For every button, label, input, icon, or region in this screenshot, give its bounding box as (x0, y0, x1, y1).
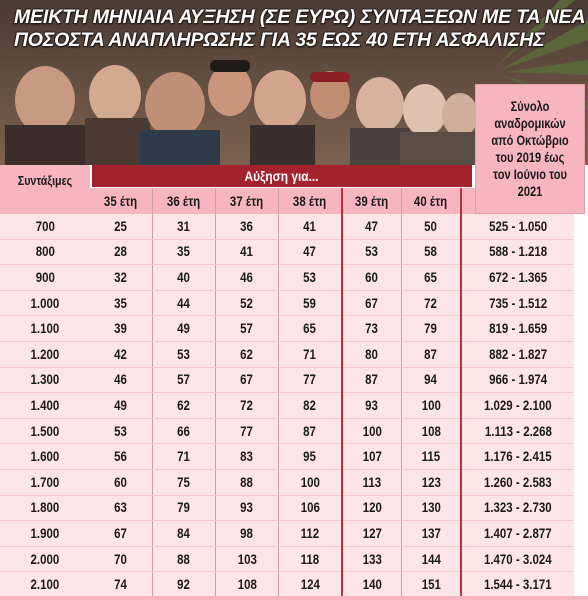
retro-value: 1.407 - 2.877 (484, 525, 552, 541)
increase-cell (279, 469, 343, 495)
increase-value: 133 (362, 551, 382, 567)
increase-value: 113 (362, 474, 382, 490)
increase-value: 46 (240, 269, 254, 285)
increase-value: 41 (303, 218, 317, 234)
increase-value: 120 (362, 500, 382, 516)
increase-cell (402, 444, 462, 470)
increase-value: 137 (421, 525, 441, 541)
retroactive-header-text: Σύνολο αναδρομικών από Οκτώβριο του 2019 έως τον Ιούνιο του 2021 (491, 99, 569, 199)
increase-cell (402, 341, 462, 367)
pension-value: 1.000 (30, 295, 60, 311)
increase-value: 40 (177, 269, 191, 285)
increase-value: 56 (114, 449, 128, 465)
increase-cell (90, 367, 153, 393)
increase-cell (216, 418, 279, 444)
increase-value: 59 (303, 295, 317, 311)
retro-cell (461, 367, 574, 393)
increase-header (92, 165, 472, 187)
increase-value: 77 (240, 423, 254, 439)
increase-cell (342, 521, 402, 547)
increase-value: 62 (177, 397, 191, 413)
increase-cell (153, 316, 216, 342)
pension-cell (0, 239, 90, 265)
increase-cell (342, 290, 402, 316)
increase-cell (279, 367, 343, 393)
pension-cell (0, 265, 90, 291)
increase-cell (216, 239, 279, 265)
pension-cell (0, 316, 90, 342)
increase-cell (342, 239, 402, 265)
table-body (0, 214, 574, 597)
increase-value: 35 (114, 295, 128, 311)
table-row (0, 367, 574, 393)
increase-value: 118 (300, 551, 320, 567)
increase-value: 98 (240, 525, 254, 541)
increase-value: 75 (177, 474, 191, 490)
retro-cell (461, 546, 574, 572)
pension-value: 1.700 (30, 474, 60, 490)
increase-value: 67 (365, 295, 379, 311)
col-header-39-label: 39 έτη (355, 193, 389, 209)
increase-value: 87 (424, 346, 438, 362)
increase-cell (216, 265, 279, 291)
pension-cell (0, 393, 90, 419)
bottom-border (0, 596, 588, 600)
increase-value: 49 (114, 397, 128, 413)
increase-value: 130 (421, 500, 441, 516)
retro-cell (461, 239, 574, 265)
pension-value: 2.000 (30, 551, 60, 567)
pension-value: 800 (35, 244, 55, 260)
increase-cell (279, 495, 343, 521)
increase-value: 71 (303, 346, 317, 362)
increase-value: 71 (177, 449, 191, 465)
increase-value: 100 (300, 474, 320, 490)
increase-cell (342, 367, 402, 393)
table-row (0, 341, 574, 367)
increase-cell (90, 546, 153, 572)
increase-cell (90, 214, 153, 239)
increase-cell (279, 521, 343, 547)
increase-cell (279, 393, 343, 419)
increase-value: 63 (114, 500, 128, 516)
increase-value: 144 (421, 551, 441, 567)
increase-value: 79 (424, 321, 438, 337)
increase-cell (342, 418, 402, 444)
increase-value: 57 (177, 372, 191, 388)
increase-value: 31 (177, 218, 191, 234)
retro-cell (461, 444, 574, 470)
pension-cell (0, 367, 90, 393)
increase-value: 41 (240, 244, 254, 260)
retro-cell (461, 418, 574, 444)
increase-value: 93 (365, 397, 379, 413)
increase-cell (153, 290, 216, 316)
increase-value: 140 (362, 577, 382, 593)
pension-value: 1.100 (30, 321, 60, 337)
increase-cell (153, 495, 216, 521)
increase-cell (402, 469, 462, 495)
increase-cell (216, 495, 279, 521)
pension-cell (0, 521, 90, 547)
retro-cell (461, 495, 574, 521)
col-header-37 (216, 188, 279, 214)
table-row (0, 418, 574, 444)
increase-value: 67 (240, 372, 254, 388)
increase-value: 87 (303, 423, 317, 439)
increase-cell (90, 265, 153, 291)
increase-cell (90, 290, 153, 316)
table-row (0, 546, 574, 572)
table-row (0, 495, 574, 521)
retro-value: 1.470 - 3.024 (484, 551, 552, 567)
increase-value: 88 (177, 551, 191, 567)
pension-cell (0, 214, 90, 239)
increase-value: 36 (240, 218, 254, 234)
increase-value: 50 (424, 218, 438, 234)
increase-cell (279, 239, 343, 265)
increase-value: 82 (303, 397, 317, 413)
increase-cell (216, 214, 279, 239)
increase-value: 52 (240, 295, 254, 311)
increase-cell (279, 572, 343, 598)
table-row (0, 393, 574, 419)
increase-value: 58 (424, 244, 438, 260)
increase-cell (216, 316, 279, 342)
col-header-35-label: 35 έτη (104, 193, 138, 209)
retro-value: 1.113 - 2.268 (484, 423, 552, 439)
increase-value: 62 (240, 346, 254, 362)
retro-cell (461, 393, 574, 419)
retro-value: 1.544 - 3.171 (484, 577, 552, 593)
increase-value: 60 (114, 474, 128, 490)
retro-value: 1.176 - 2.415 (484, 449, 552, 465)
increase-value: 53 (177, 346, 191, 362)
increase-cell (402, 239, 462, 265)
increase-value: 67 (114, 525, 128, 541)
table-row (0, 469, 574, 495)
increase-cell (402, 521, 462, 547)
pension-value: 1.200 (30, 346, 60, 362)
increase-cell (402, 316, 462, 342)
increase-cell (153, 418, 216, 444)
pension-table (0, 188, 574, 598)
increase-cell (153, 546, 216, 572)
retro-value: 1.029 - 2.100 (484, 397, 552, 413)
increase-cell (279, 290, 343, 316)
increase-cell (153, 341, 216, 367)
col-header-40-label: 40 έτη (414, 193, 448, 209)
increase-cell (402, 572, 462, 598)
increase-cell (342, 495, 402, 521)
increase-cell (279, 418, 343, 444)
increase-cell (216, 572, 279, 598)
increase-value: 103 (237, 551, 257, 567)
headline-line-1: ΜΕΙΚΤΗ ΜΗΝΙΑΙΑ ΑΥΞΗΣΗ (ΣΕ ΕΥΡΩ) ΣΥΝΤΑΞΕΩΝ ΜΕ ΤΑ ΝΕΑ (14, 6, 586, 28)
increase-cell (90, 495, 153, 521)
increase-cell (90, 469, 153, 495)
increase-value: 83 (240, 449, 254, 465)
increase-value: 66 (177, 423, 191, 439)
increase-cell (153, 367, 216, 393)
increase-cell (402, 367, 462, 393)
increase-cell (153, 393, 216, 419)
increase-value: 47 (365, 218, 379, 234)
pension-value: 2.100 (30, 577, 60, 593)
increase-cell (153, 469, 216, 495)
increase-value: 79 (177, 500, 191, 516)
increase-cell (342, 572, 402, 598)
increase-cell (216, 290, 279, 316)
pension-value: 700 (35, 218, 55, 234)
pension-header-text: Συντάξιμες (17, 173, 73, 188)
increase-value: 32 (114, 269, 128, 285)
increase-cell (402, 495, 462, 521)
increase-cell (402, 546, 462, 572)
retro-value: 1.323 - 2.730 (484, 500, 552, 516)
increase-cell (342, 214, 402, 239)
retro-value: 819 - 1.659 (488, 321, 548, 337)
increase-value: 95 (303, 449, 317, 465)
increase-cell (402, 214, 462, 239)
increase-cell (216, 521, 279, 547)
increase-cell (279, 341, 343, 367)
increase-cell (279, 214, 343, 239)
pension-value: 1.600 (30, 449, 60, 465)
pension-cell (0, 546, 90, 572)
increase-value: 72 (424, 295, 438, 311)
increase-cell (90, 418, 153, 444)
pension-cell (0, 418, 90, 444)
increase-cell (342, 341, 402, 367)
increase-value: 72 (240, 397, 254, 413)
increase-cell (216, 367, 279, 393)
increase-value: 65 (303, 321, 317, 337)
increase-value: 94 (424, 372, 438, 388)
increase-cell (342, 316, 402, 342)
increase-cell (153, 214, 216, 239)
increase-cell (216, 469, 279, 495)
table-row (0, 316, 574, 342)
retro-cell (461, 572, 574, 598)
increase-cell (90, 341, 153, 367)
retroactive-header (475, 84, 585, 214)
col-header-39 (342, 188, 402, 214)
increase-value: 70 (114, 551, 128, 567)
table-row (0, 444, 574, 470)
increase-cell (402, 393, 462, 419)
pension-cell (0, 290, 90, 316)
increase-header-text: Αύξηση για... (245, 168, 319, 184)
increase-value: 46 (114, 372, 128, 388)
increase-value: 108 (421, 423, 441, 439)
increase-value: 92 (177, 577, 191, 593)
increase-cell (216, 341, 279, 367)
increase-value: 93 (240, 500, 254, 516)
increase-value: 35 (177, 244, 191, 260)
increase-cell (216, 546, 279, 572)
increase-value: 25 (114, 218, 128, 234)
increase-value: 44 (177, 295, 191, 311)
pension-cell (0, 572, 90, 598)
retro-cell (461, 265, 574, 291)
col-header-36 (153, 188, 216, 214)
headline-line-2: ΠΟΣΟΣΤΑ ΑΝΑΠΛΗΡΩΣΗΣ ΓΙΑ 35 ΕΩΣ 40 ΕΤΗ ΑΣΦΑΛΙΣΗΣ (14, 29, 545, 51)
increase-value: 28 (114, 244, 128, 260)
table-row (0, 521, 574, 547)
increase-cell (153, 265, 216, 291)
increase-value: 124 (300, 577, 320, 593)
increase-cell (90, 239, 153, 265)
increase-cell (90, 444, 153, 470)
increase-value: 123 (421, 474, 441, 490)
increase-value: 107 (362, 449, 382, 465)
header-spacer (0, 188, 90, 214)
increase-value: 73 (365, 321, 379, 337)
table-row (0, 239, 574, 265)
increase-value: 53 (365, 244, 379, 260)
retro-value: 1.260 - 2.583 (484, 474, 552, 490)
increase-cell (342, 444, 402, 470)
increase-value: 77 (303, 372, 317, 388)
retro-value: 525 - 1.050 (488, 218, 548, 234)
increase-value: 57 (240, 321, 254, 337)
increase-cell (279, 546, 343, 572)
pension-value: 1.900 (30, 525, 60, 541)
increase-value: 53 (303, 269, 317, 285)
increase-value: 47 (303, 244, 317, 260)
increase-cell (90, 521, 153, 547)
retro-value: 735 - 1.512 (488, 295, 548, 311)
table-row (0, 290, 574, 316)
col-header-38 (279, 188, 343, 214)
increase-value: 65 (424, 269, 438, 285)
increase-value: 115 (421, 449, 441, 465)
increase-cell (90, 393, 153, 419)
pension-value: 1.400 (30, 397, 60, 413)
increase-cell (153, 572, 216, 598)
increase-value: 74 (114, 577, 128, 593)
increase-value: 106 (300, 500, 320, 516)
pension-value: 1.800 (30, 500, 60, 516)
pension-value: 1.500 (30, 423, 60, 439)
increase-value: 39 (114, 321, 128, 337)
increase-cell (279, 265, 343, 291)
increase-value: 108 (237, 577, 257, 593)
pension-cell (0, 341, 90, 367)
increase-cell (153, 521, 216, 547)
retro-value: 966 - 1.974 (488, 372, 548, 388)
retro-value: 672 - 1.365 (488, 269, 548, 285)
increase-cell (402, 265, 462, 291)
increase-value: 88 (240, 474, 254, 490)
retro-cell (461, 521, 574, 547)
retro-cell (461, 341, 574, 367)
increase-cell (90, 316, 153, 342)
increase-value: 84 (177, 525, 191, 541)
pension-value: 900 (35, 269, 55, 285)
increase-value: 49 (177, 321, 191, 337)
increase-value: 42 (114, 346, 128, 362)
retro-value: 588 - 1.218 (488, 244, 548, 260)
increase-cell (216, 444, 279, 470)
pension-cell (0, 444, 90, 470)
increase-value: 127 (362, 525, 382, 541)
increase-cell (342, 265, 402, 291)
increase-cell (342, 546, 402, 572)
increase-cell (90, 572, 153, 598)
retro-value: 882 - 1.827 (488, 346, 548, 362)
increase-value: 151 (421, 577, 441, 593)
increase-value: 53 (114, 423, 128, 439)
increase-cell (153, 239, 216, 265)
increase-cell (216, 393, 279, 419)
col-header-35 (90, 188, 153, 214)
increase-value: 100 (421, 397, 441, 413)
increase-cell (153, 444, 216, 470)
pension-cell (0, 495, 90, 521)
col-header-37-label: 37 έτη (230, 193, 264, 209)
col-header-38-label: 38 έτη (293, 193, 327, 209)
retro-cell (461, 316, 574, 342)
pension-cell (0, 469, 90, 495)
increase-cell (279, 444, 343, 470)
increase-value: 60 (365, 269, 379, 285)
retro-cell (461, 290, 574, 316)
headline (14, 6, 585, 52)
col-header-40 (402, 188, 462, 214)
increase-cell (279, 316, 343, 342)
increase-value: 80 (365, 346, 379, 362)
increase-cell (402, 418, 462, 444)
increase-cell (342, 469, 402, 495)
table-row (0, 265, 574, 291)
increase-value: 112 (300, 525, 320, 541)
retro-cell (461, 469, 574, 495)
pension-table-wrap (0, 188, 588, 598)
increase-cell (402, 290, 462, 316)
pension-value: 1.300 (30, 372, 60, 388)
retro-cell (461, 214, 574, 239)
table-row (0, 214, 574, 239)
col-header-36-label: 36 έτη (167, 193, 201, 209)
increase-cell (342, 393, 402, 419)
increase-value: 87 (365, 372, 379, 388)
table-row (0, 572, 574, 598)
increase-value: 100 (362, 423, 382, 439)
